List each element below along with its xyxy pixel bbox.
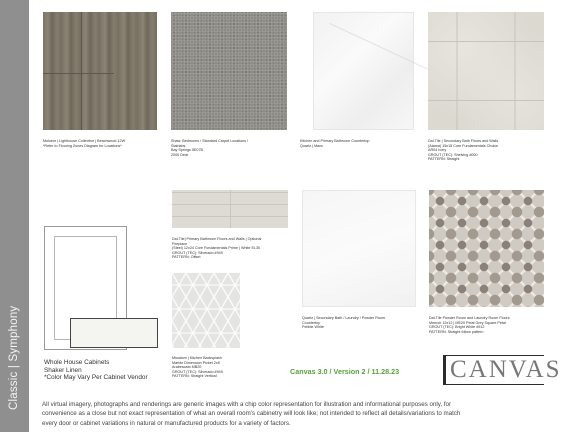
quartz-countertop-caption: Kitchen and Primary Bathroom Countertop Quartz | Manc [300, 139, 370, 148]
cabinet-color-chip [70, 318, 158, 348]
wood-flooring-swatch [43, 12, 157, 130]
powder-room-tile-swatch [429, 190, 544, 307]
quartz-countertop-swatch [313, 12, 414, 130]
ivory-tile-swatch [428, 12, 544, 130]
tile-joint [230, 190, 231, 228]
secondary-quartz-caption: Quartz | Secondary Bath / Laundry / Powder Room Countertop Pebble White [302, 316, 386, 330]
backsplash-swatch [172, 273, 240, 348]
cabinet-caption: Whole House Cabinets Shaker Linen *Color May Vary Per Cabinet Vendor [44, 359, 148, 382]
wood-flooring-caption: Mohave | Lighthouse Collective | Beachwood 12W *Refer to Flooring Zones Diagram for Locations* [43, 139, 126, 148]
sidebar-band [0, 0, 29, 432]
primary-bath-tile-caption: Dal-Tile| Primary Bathroom Floors and Walls | Optional Fireplace (Steel) 12x24 Core Fundamentals Prime | White EL30 GROUT (TEC): Silverado #949 PATTERN: Offset [172, 237, 262, 260]
primary-bath-tile-swatch [172, 190, 288, 228]
canvas-logo: CANVAS [443, 355, 544, 385]
quartz-vein [329, 23, 437, 74]
disclaimer-text: All virtual imagery, photographs and renderings are generic images with a chip color representation for illustration and informational purposes only, for convenience as a close but not exact representation of what an overall room's cabinetry will look like; not intended to reflect all details/variations to match every door or cabinet variations in natural or manufactured products for a variety of factors. [42, 401, 461, 427]
ivory-tile-caption: Dal-Tile | Secondary Bath Floors and Walls (Atama) 15x15 Core Fundamentals Choice AR04 Ivory GROUT (TEC): Shelving #000 PATTERN: Straight [428, 139, 499, 162]
backsplash-caption: Msoaicm | Kitchen Backsplash Marble Dimension Picket 2x5 Arabescato MB20 GROUT (TEC): Silverado #949 PATTERN: Straight Vertical [172, 356, 223, 379]
wood-plank-seam [43, 73, 114, 74]
sidebar-title: Classic | Symphony [8, 305, 20, 410]
carpet-caption: Shaw: Bedrooms / Standard Carpet Locations / Stairlabs Bay Springs 5E07B 2000 Dear [171, 139, 249, 157]
wood-plank-seam [81, 12, 82, 130]
version-label: Canvas 3.0 / Version 2 / 11.28.23 [290, 367, 400, 376]
powder-room-tile-caption: Dal-Tile Powder Room and Laundry Room Floors Memoir 12x12 | ME20 Petal Grey Square Petal GROUT (TEC): Bright White #912 PATTERN: Straight follow pattern [429, 316, 510, 334]
secondary-quartz-swatch [302, 190, 416, 307]
carpet-swatch [171, 12, 287, 130]
